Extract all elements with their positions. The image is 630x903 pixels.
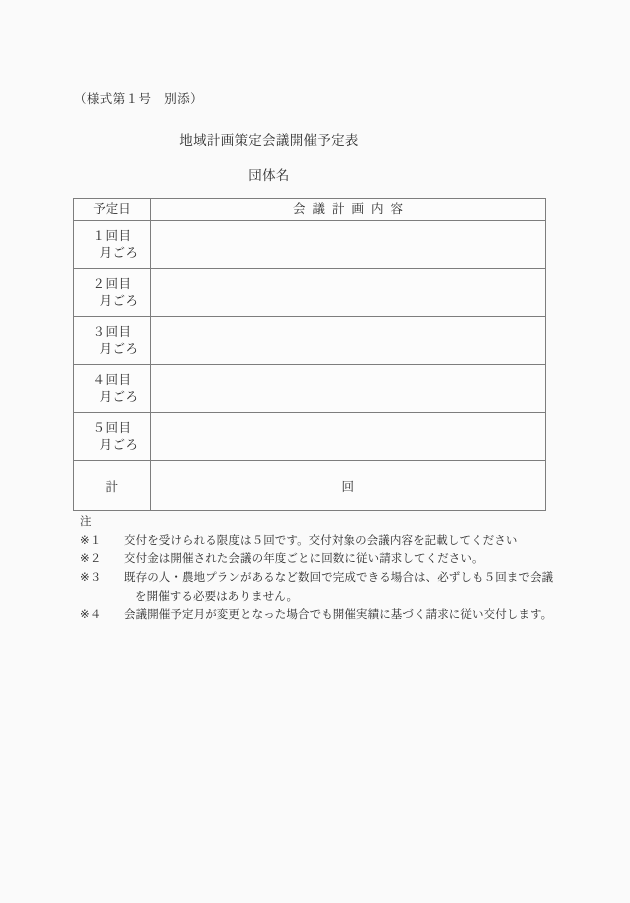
- note-item-2: [80, 550, 560, 569]
- note-text-1: 交付を受けられる限度は５回です。交付対象の会議内容を記載してください: [124, 534, 518, 547]
- table-row: [74, 317, 546, 365]
- meeting-month-2: 月ごろ: [99, 293, 139, 308]
- note-marker-4: ※４: [80, 609, 102, 622]
- table-row: [74, 269, 546, 317]
- note-marker-3: ※３: [80, 571, 102, 584]
- meeting-ordinal-3: ３回目: [92, 324, 132, 339]
- note-text-4: 会議開催予定月が変更となった場合でも開催実績に基づく請求に従い交付します。: [124, 609, 553, 622]
- page-title: 地域計画策定会議開催予定表: [179, 133, 359, 148]
- note-text-2: 交付金は開催された会議の年度ごとに回数に従い請求してください。: [124, 553, 484, 566]
- note-marker-1: ※１: [80, 534, 102, 547]
- cell-date-2: [74, 269, 151, 317]
- cell-content-1[interactable]: [151, 221, 546, 269]
- total-label: 計: [74, 461, 151, 511]
- meeting-ordinal-4: ４回目: [92, 372, 132, 387]
- form-code-label: （様式第１号 別添）: [74, 92, 204, 106]
- meeting-ordinal-1: １回目: [92, 228, 132, 243]
- cell-content-3[interactable]: [151, 317, 546, 365]
- cell-content-5[interactable]: [151, 413, 546, 461]
- cell-date-4: [74, 365, 151, 413]
- meeting-schedule-table: [73, 198, 546, 511]
- cell-content-4[interactable]: [151, 365, 546, 413]
- note-item-1: [80, 532, 560, 551]
- table-total-row: [74, 461, 546, 511]
- meeting-ordinal-5: ５回目: [92, 420, 132, 435]
- table-header-row: [74, 199, 546, 221]
- meeting-ordinal-2: ２回目: [92, 276, 132, 291]
- meeting-month-5: 月ごろ: [99, 437, 139, 452]
- meeting-month-3: 月ごろ: [99, 341, 139, 356]
- cell-content-2[interactable]: [151, 269, 546, 317]
- column-header-date: 予定日: [74, 199, 151, 221]
- meeting-month-1: 月ごろ: [99, 245, 139, 260]
- cell-date-1: [74, 221, 151, 269]
- cell-date-3: [74, 317, 151, 365]
- table-row: [74, 365, 546, 413]
- organization-name-label: 団体名: [248, 168, 290, 183]
- note-text-3-line1: 既存の人・農地プランがあるなど数回で完成できる場合は、必ずしも５回まで会議: [124, 571, 554, 584]
- meeting-month-4: 月ごろ: [99, 389, 139, 404]
- cell-date-5: [74, 413, 151, 461]
- note-text-3: [124, 569, 560, 606]
- notes-section: [80, 513, 560, 625]
- note-item-3: [80, 569, 560, 606]
- note-marker-2: ※２: [80, 553, 102, 566]
- table-row: [74, 413, 546, 461]
- note-item-4: [80, 606, 560, 625]
- note-text-3-line2: を開催する必要はありません。: [135, 590, 299, 603]
- notes-heading: 注: [80, 516, 92, 528]
- total-count-value[interactable]: 回: [151, 461, 546, 511]
- table-row: [74, 221, 546, 269]
- column-header-content: 会議計画内容: [151, 199, 546, 221]
